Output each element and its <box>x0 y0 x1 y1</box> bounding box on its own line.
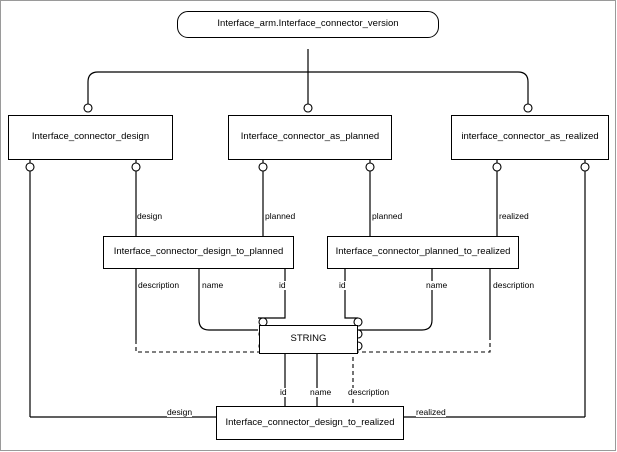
edge-label-realized-bottom: realized <box>416 407 446 417</box>
edge-label-id-bottom: id <box>280 387 287 397</box>
edge-label-id-left: id <box>279 280 286 290</box>
edge-label-id-right: id <box>339 280 346 290</box>
edge-label-description-left: description <box>138 280 180 290</box>
edge-label-realized: realized <box>499 211 529 221</box>
edge-label-planned-right: planned <box>372 211 403 221</box>
entity-box-design[interactable] <box>8 115 173 160</box>
entity-label: interface_connector_as_realized <box>461 131 599 143</box>
edge-label-name-left: name <box>202 280 224 290</box>
entity-box-string[interactable] <box>259 325 358 354</box>
entity-box-planned-to-realized[interactable] <box>327 236 519 269</box>
entity-box-design-to-realized[interactable] <box>216 406 404 440</box>
entity-label: Interface_connector_planned_to_realized <box>335 246 511 258</box>
entity-box-as-planned[interactable] <box>228 115 392 160</box>
entity-label: Interface_connector_design_to_planned <box>113 246 284 258</box>
entity-box-design-to-planned[interactable] <box>103 236 294 269</box>
entity-label: Interface_connector_design_to_realized <box>225 416 395 428</box>
edge-label-description-right: description <box>493 280 535 290</box>
edge-label-description-bottom: description <box>348 387 390 397</box>
entity-label: Interface_connector_as_planned <box>240 131 380 143</box>
edge-label-name-right: name <box>426 280 448 290</box>
edge-label-name-bottom: name <box>310 387 332 397</box>
entity-label: STRING <box>290 333 327 345</box>
entity-label: Interface_connector_design <box>31 131 150 143</box>
edge-label-design: design <box>137 211 163 221</box>
entity-box-root[interactable] <box>177 11 439 38</box>
edge-label-design-bottom: design <box>167 407 193 417</box>
entity-label: Interface_arm.Interface_connector_version <box>217 18 399 30</box>
entity-box-as-realized[interactable] <box>451 115 609 160</box>
edge-label-planned-left: planned <box>265 211 296 221</box>
